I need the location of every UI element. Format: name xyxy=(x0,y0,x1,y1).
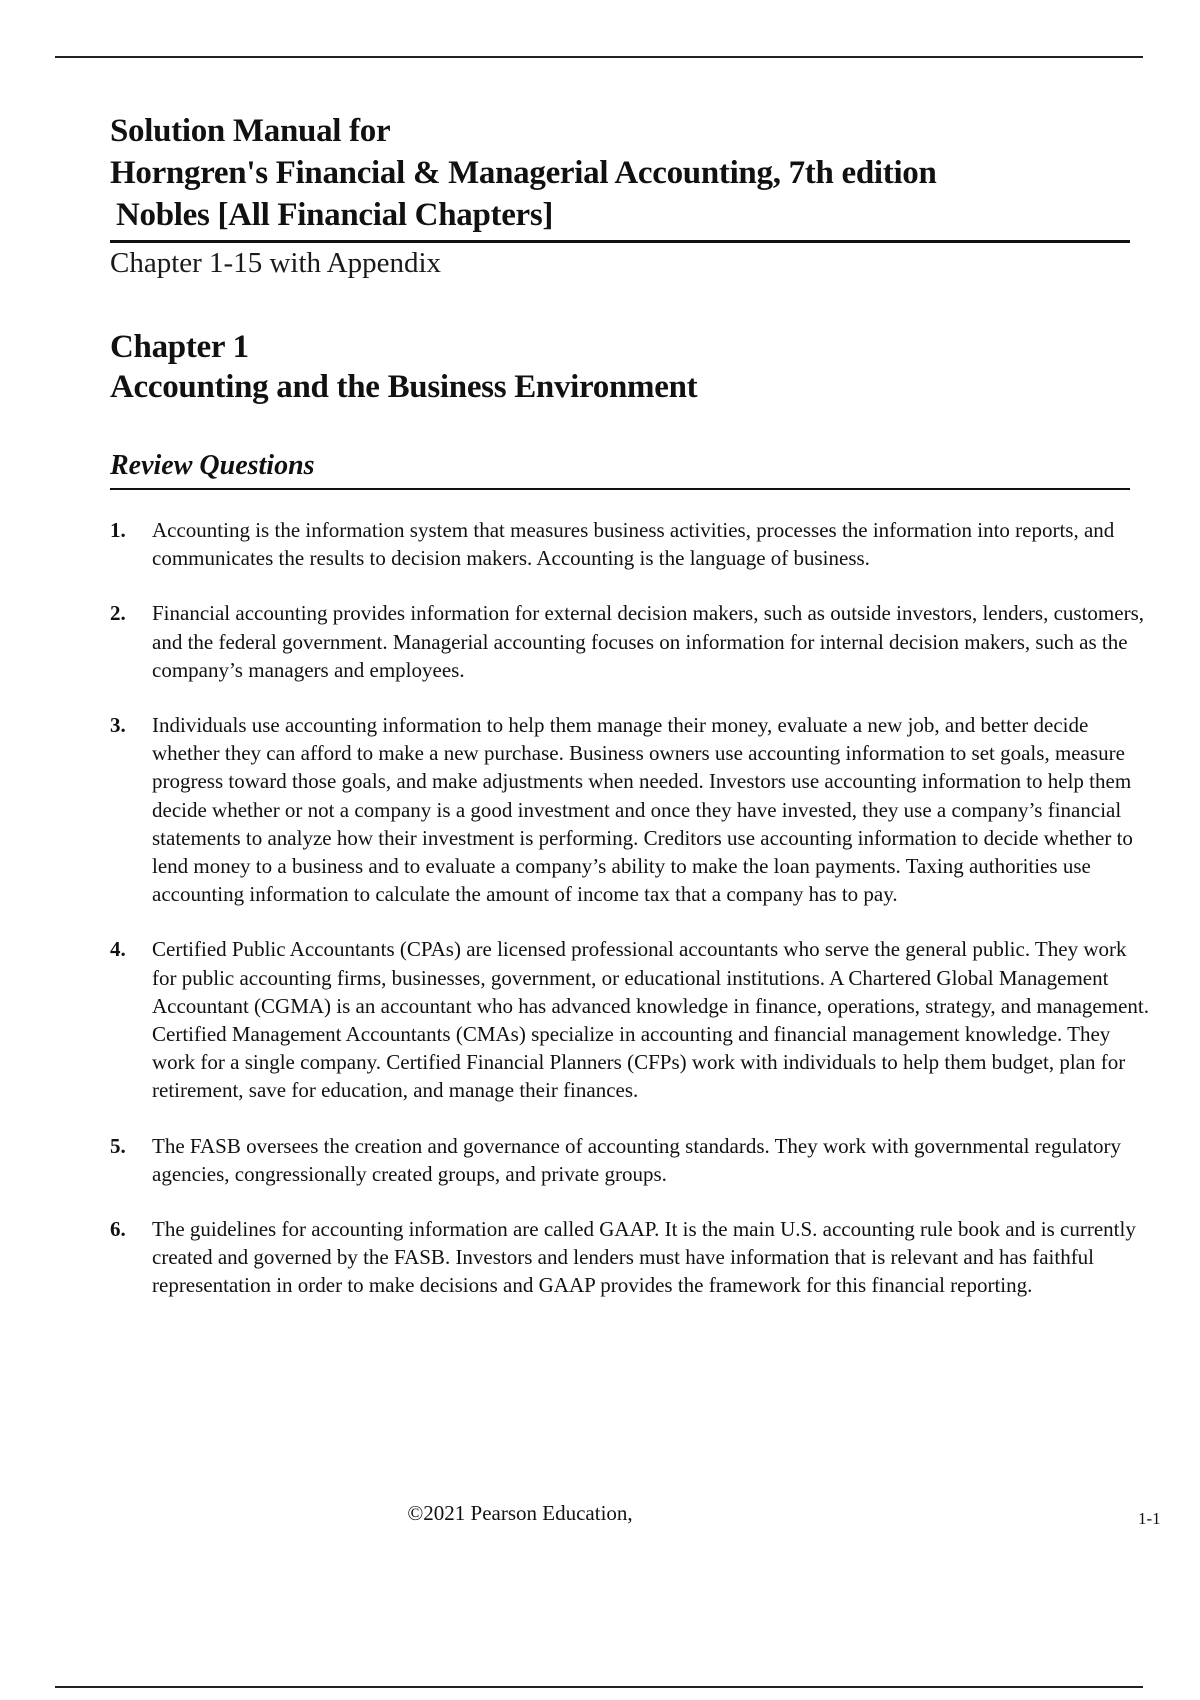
copyright-notice: ©2021 Pearson Education, xyxy=(407,1501,633,1525)
question-text: The guidelines for accounting information are called GAAP. It is the main U.S. accounting rule book and is currently created and governed by the FASB. Investors and lenders must have information that is relevant and has faithful representation in order to make decisions and GAAP provides the framework for this financial reporting. xyxy=(152,1217,1136,1298)
chapter-title: Accounting and the Business Environment xyxy=(110,369,698,405)
chapter-number: Chapter 1 xyxy=(110,329,249,365)
question-item xyxy=(110,1132,1152,1188)
section-heading: Review Questions xyxy=(110,450,315,481)
question-number: 5. xyxy=(110,1133,126,1158)
question-number: 6. xyxy=(110,1217,126,1242)
page-content xyxy=(110,110,1149,1327)
title-underline xyxy=(110,240,1130,243)
bottom-page-rule xyxy=(55,1686,1143,1688)
title-line-2: Horngren's Financial & Managerial Accounting, 7th edition xyxy=(110,155,937,191)
document-title xyxy=(110,110,1130,236)
document-subtitle: Chapter 1-15 with Appendix xyxy=(110,247,442,279)
question-item xyxy=(110,599,1152,684)
question-item xyxy=(110,516,1152,572)
question-text: The FASB oversees the creation and governance of accounting standards. They work with governmental regulatory agencies, congressionally created groups, and private groups. xyxy=(152,1133,1122,1186)
question-number: 4. xyxy=(110,937,126,962)
question-item xyxy=(110,1215,1152,1300)
question-number: 3. xyxy=(110,713,126,738)
question-text: Financial accounting provides information for external decision makers, such as outside investors, lenders, customers, and the federal government. Managerial accounting focuses on information for internal decision makers, such as the company’s managers and employees. xyxy=(152,601,1144,682)
question-item xyxy=(110,711,1152,908)
question-number: 1. xyxy=(110,518,126,542)
chapter-heading xyxy=(110,327,1130,407)
question-text: Certified Public Accountants (CPAs) are licensed professional accountants who serve the general public. They work for public accounting firms, businesses, government, or educational institutions. A Chartered Global Management Accountant (CGMA) is an accountant who has advanced knowledge in finance, operations, strategy, and management. Certified Management Accountants (CMAs) specialize in accounting and financial management knowledge. They work for a single company. Certified Financial Planners (CFPs) work with individuals to help them budget, plan for retirement, save for education, and manage their finances. xyxy=(152,937,1149,1103)
review-questions-list xyxy=(110,516,1149,1300)
section-underline xyxy=(110,488,1130,490)
title-line-3: Nobles [All Financial Chapters] xyxy=(116,197,554,233)
title-line-1: Solution Manual for xyxy=(110,113,391,149)
question-text: Accounting is the information system that measures business activities, processes the information into reports, and communicates the results to decision makers. Accounting is the language of business. xyxy=(152,518,1115,571)
question-number: 2. xyxy=(110,601,126,626)
top-page-rule xyxy=(55,56,1143,58)
question-text: Individuals use accounting information to help them manage their money, evaluate a new job, and better decide whether they can afford to make a new purchase. Business owners use accounting information to set goals, measure progress toward those goals, and make adjustments when needed. Investors use accounting information to help them decide whether or not a company is a good investment and once they have invested, they use a company’s financial statements to analyze how their investment is performing. Creditors use accounting information to decide whether to lend money to a business and to evaluate a company’s ability to make the loan payments. Taxing authorities use accounting information to calculate the amount of income tax that a company has to pay. xyxy=(152,713,1133,907)
question-item xyxy=(110,935,1152,1104)
page-number: 1-1 xyxy=(1138,1509,1161,1528)
